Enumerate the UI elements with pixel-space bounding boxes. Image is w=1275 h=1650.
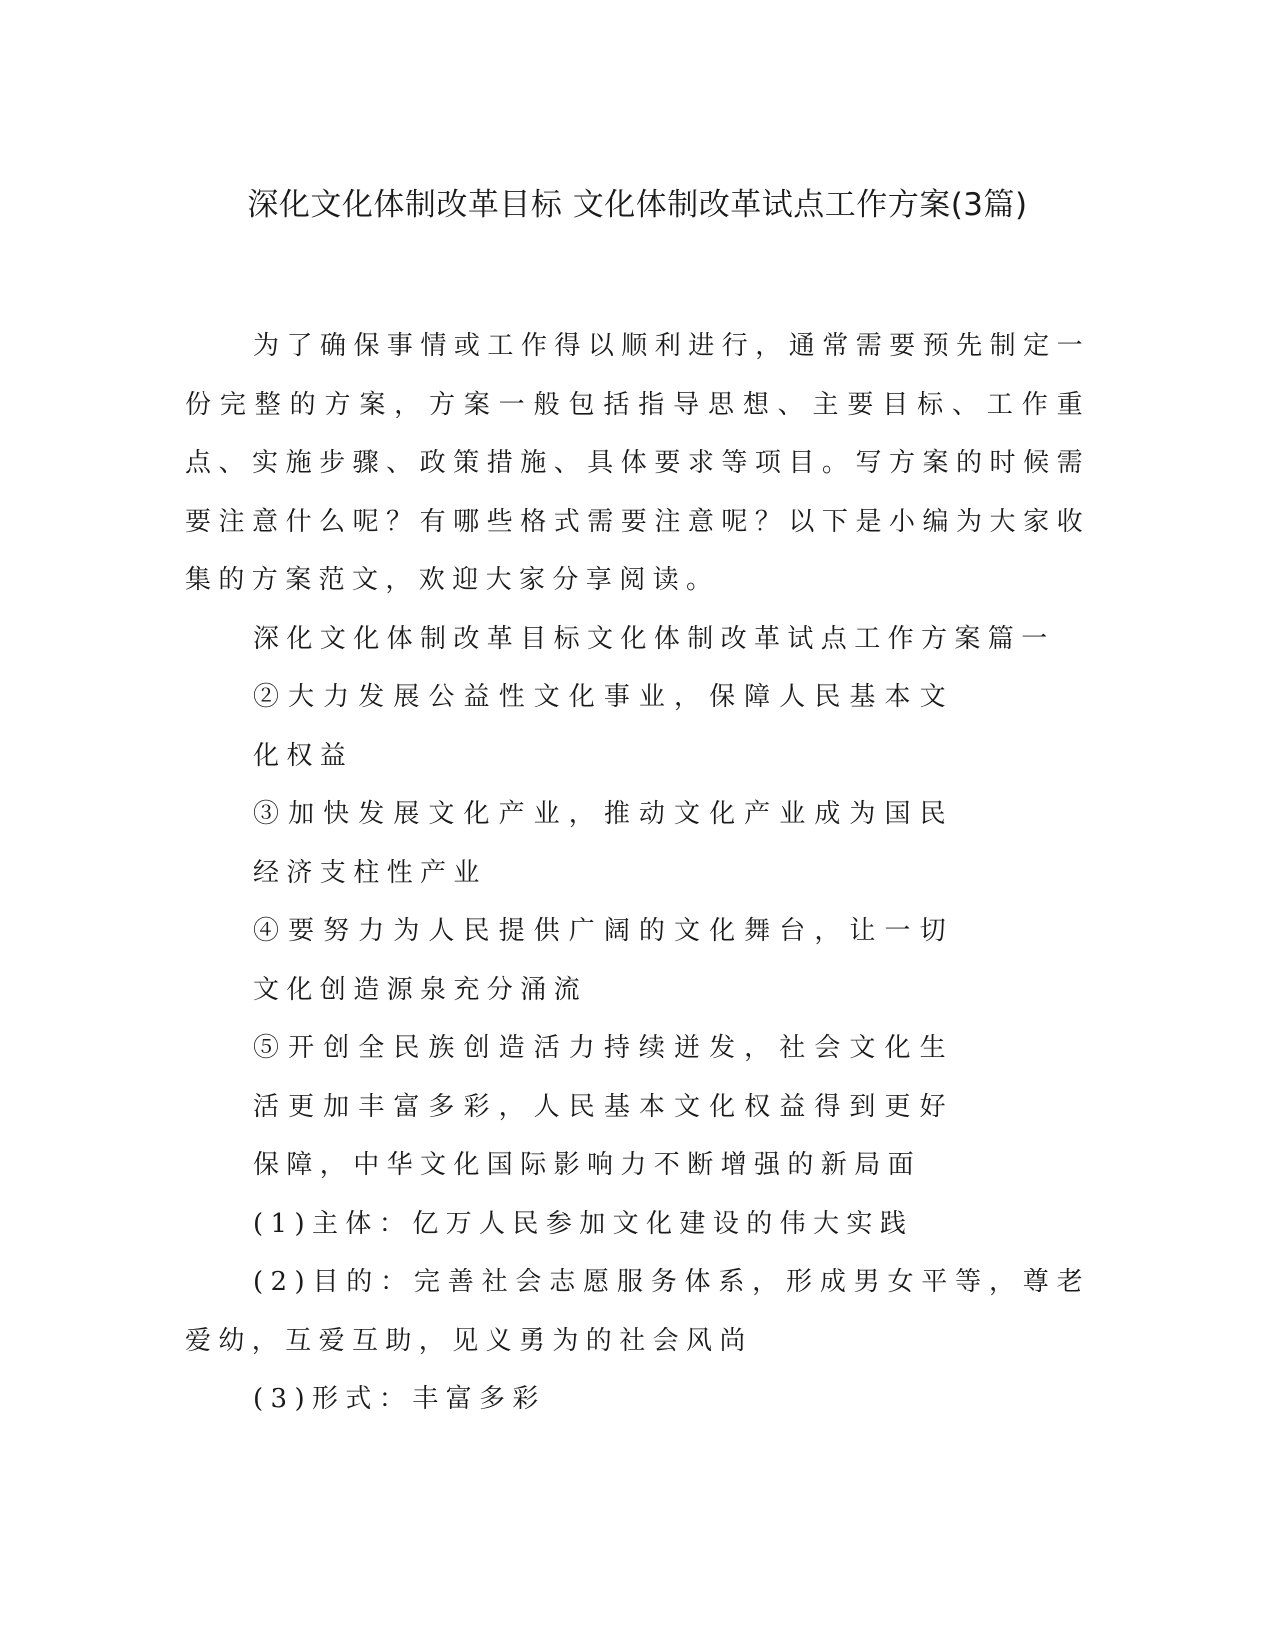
list-item: ②大力发展公益性文化事业，保障人民基本文化权益 — [253, 682, 953, 771]
point-item: (3)形式：丰富多彩 — [253, 1384, 546, 1414]
intro-paragraph: 为了确保事情或工作得以顺利进行，通常需要预先制定一份完整的方案，方案一般包括指导思想、主要目标、工作重点、实施步骤、政策措施、具体要求等项目。写方案的时候需要注意什么呢？有哪些格式需要注意呢？以下是小编为大家收集的方案范文，欢迎大家分享阅读。 — [185, 331, 1090, 595]
list-item: ③加快发展文化产业，推动文化产业成为国民经济支柱性产业 — [253, 799, 953, 888]
list-item: ⑤开创全民族创造活力持续迸发，社会文化生活更加丰富多彩，人民基本文化权益得到更好保障，中华文化国际影响力不断增强的新局面 — [253, 1033, 953, 1180]
point-item: (2)目的：完善社会志愿服务体系，形成男女平等，尊老爱幼，互爱互助，见义勇为的社会风尚 — [185, 1267, 1090, 1356]
section-heading: 深化文化体制改革目标文化体制改革试点工作方案篇一 — [253, 623, 1055, 654]
point-item: (1)主体：亿万人民参加文化建设的伟大实践 — [253, 1208, 914, 1239]
document-body — [185, 317, 1090, 1429]
document-title: 深化文化体制改革目标 文化体制改革试点工作方案(3篇) — [247, 187, 1028, 223]
list-item: ④要努力为人民提供广阔的文化舞台，让一切文化创造源泉充分涌流 — [253, 916, 953, 1005]
